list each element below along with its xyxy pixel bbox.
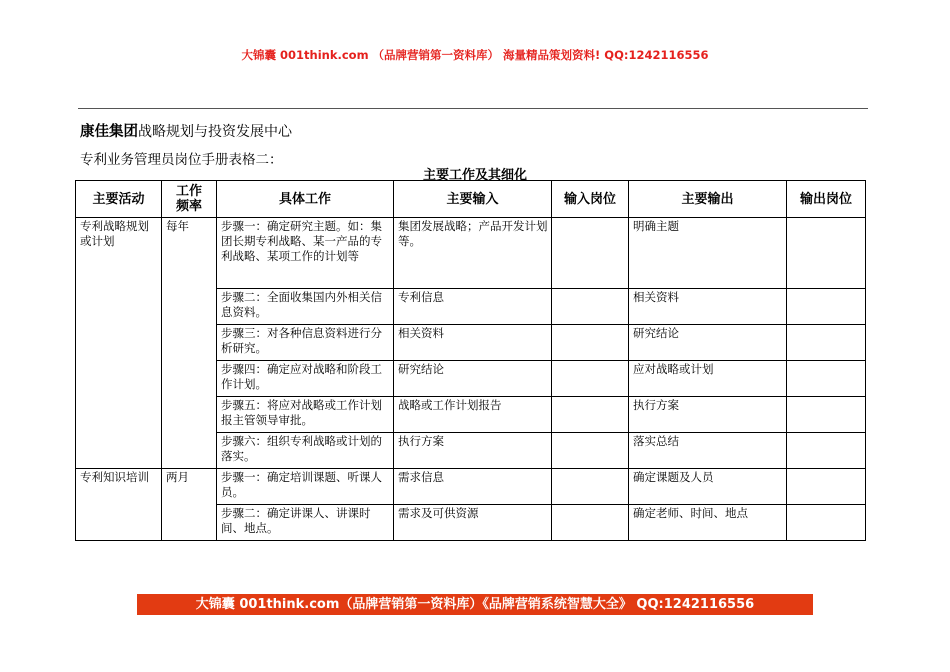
header-output-post: 输出岗位	[787, 181, 866, 218]
org-name: 康佳集团	[80, 124, 138, 140]
work-cell: 步骤二：确定讲课人、讲课时间、地点。	[217, 505, 394, 541]
output-cell: 明确主题	[629, 218, 787, 289]
output-post-cell	[787, 397, 866, 433]
output-cell: 确定老师、时间、地点	[629, 505, 787, 541]
input-post-cell	[552, 397, 629, 433]
header-frequency-text: 工作频率	[175, 184, 202, 214]
input-post-cell	[552, 505, 629, 541]
table-row	[76, 469, 866, 505]
input-post-cell	[552, 218, 629, 289]
work-cell: 步骤四：确定应对战略和阶段工作计划。	[217, 361, 394, 397]
work-cell: 步骤五：将应对战略或工作计划报主管领导审批。	[217, 397, 394, 433]
work-cell: 步骤二：全面收集国内外相关信息资料。	[217, 289, 394, 325]
output-cell: 执行方案	[629, 397, 787, 433]
table-row	[76, 218, 866, 289]
document-subtitle: 专利业务管理员岗位手册表格二：	[80, 152, 283, 168]
output-cell: 确定课题及人员	[629, 469, 787, 505]
output-post-cell	[787, 433, 866, 469]
output-post-cell	[787, 218, 866, 289]
input-post-cell	[552, 325, 629, 361]
input-cell: 执行方案	[394, 433, 552, 469]
header-divider	[78, 108, 868, 109]
frequency-cell: 两月	[162, 469, 217, 541]
document-title	[80, 120, 292, 141]
input-cell: 相关资料	[394, 325, 552, 361]
work-cell: 步骤一：确定研究主题。如：集团长期专利战略、某一产品的专利战略、某项工作的计划等	[217, 218, 394, 289]
work-cell: 步骤三：对各种信息资料进行分析研究。	[217, 325, 394, 361]
output-cell: 相关资料	[629, 289, 787, 325]
frequency-cell: 每年	[162, 218, 217, 469]
output-cell: 应对战略或计划	[629, 361, 787, 397]
output-cell: 研究结论	[629, 325, 787, 361]
top-banner: 大锦囊 001think.com （品牌营销第一资料库） 海量精品策划资料! QQ:1242116556	[241, 48, 709, 62]
activity-cell: 专利知识培训	[76, 469, 162, 541]
activity-cell: 专利战略规划或计划	[76, 218, 162, 469]
input-cell: 战略或工作计划报告	[394, 397, 552, 433]
input-post-cell	[552, 469, 629, 505]
output-post-cell	[787, 325, 866, 361]
output-post-cell	[787, 469, 866, 505]
header-input: 主要输入	[394, 181, 552, 218]
table-caption: 主要工作及其细化	[422, 168, 527, 183]
input-post-cell	[552, 289, 629, 325]
output-post-cell	[787, 361, 866, 397]
work-table	[75, 180, 866, 541]
bottom-banner: 大锦囊 001think.com（品牌营销第一资料库）《品牌营销系统智慧大全》 QQ:1242116556	[137, 594, 813, 615]
input-cell: 研究结论	[394, 361, 552, 397]
header-frequency	[162, 181, 217, 218]
dept-name: 战略规划与投资发展中心	[138, 124, 292, 140]
header-work: 具体工作	[217, 181, 394, 218]
input-cell: 需求信息	[394, 469, 552, 505]
work-cell: 步骤一：确定培训课题、听课人员。	[217, 469, 394, 505]
output-cell: 落实总结	[629, 433, 787, 469]
output-post-cell	[787, 505, 866, 541]
input-post-cell	[552, 361, 629, 397]
header-activity: 主要活动	[76, 181, 162, 218]
header-output: 主要输出	[629, 181, 787, 218]
input-cell: 需求及可供资源	[394, 505, 552, 541]
work-cell: 步骤六：组织专利战略或计划的落实。	[217, 433, 394, 469]
table-header-row	[76, 181, 866, 218]
input-cell: 专利信息	[394, 289, 552, 325]
input-cell: 集团发展战略；产品开发计划等。	[394, 218, 552, 289]
output-post-cell	[787, 289, 866, 325]
input-post-cell	[552, 433, 629, 469]
header-input-post: 输入岗位	[552, 181, 629, 218]
